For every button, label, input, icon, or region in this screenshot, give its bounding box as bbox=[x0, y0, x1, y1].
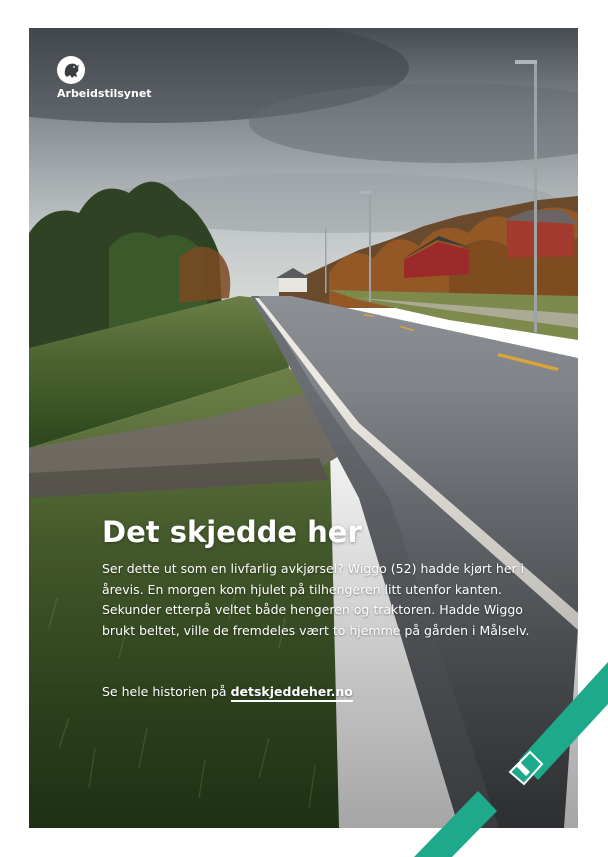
poster bbox=[29, 28, 578, 828]
road-photo bbox=[29, 28, 578, 828]
brand-name: Arbeidstilsynet bbox=[57, 87, 152, 100]
lion-emblem-icon bbox=[57, 56, 85, 84]
story-headline: Det skjedde her bbox=[102, 515, 362, 549]
story-cta bbox=[102, 682, 353, 702]
cta-prefix: Se hele historien på bbox=[102, 684, 231, 699]
story-body: Ser dette ut som en livfarlig avkjørsel? Wiggo (52) hadde kjørt her i årevis. En morgen kom hjulet på tilhengeren litt utenfor kanten. Sekunder etterpå veltet både hengeren og traktoren. Hadde Wiggo brukt beltet, ville de fremdeles vært to hjemme på gården i Målselv. bbox=[102, 561, 530, 638]
brand-logo bbox=[57, 56, 167, 106]
story-link[interactable]: detskjeddeher.no bbox=[231, 684, 353, 702]
